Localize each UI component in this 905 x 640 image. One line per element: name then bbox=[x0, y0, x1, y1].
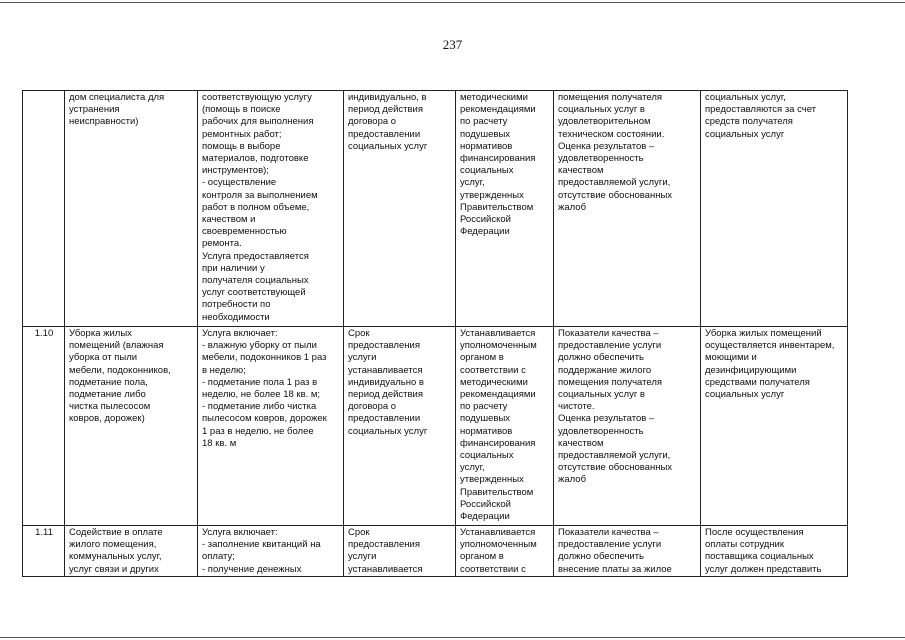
service-term: Срок предоставления услуги устанавливается bbox=[344, 526, 456, 577]
table-row bbox=[23, 91, 848, 327]
service-name: Содействие в оплате жилого помещения, коммунальных услуг, услуг связи и других bbox=[65, 526, 198, 577]
service-content: соответствующую услугу (помощь в поиске рабочих для выполнения ремонтных работ; помощь в выборе материалов, подготовке инструментов); - осуществление контроля за выполнением работ в полном объеме, качеством и своевременностью ремонта. Услуга предоставляется при наличии у получателя социальных услуг соответствующей потребности по необходимости bbox=[198, 91, 344, 327]
quality-indicators: Показатели качества – предоставление услуги должно обеспечить поддержание жилого помещения получателя социальных услуг в чистоте. Оценка результатов – удовлетворенность качеством предоставляемой услуги, отсутствие обоснованных жалоб bbox=[554, 327, 701, 526]
quality-indicators: Показатели качества – предоставление услуги должно обеспечить внесение платы за жилое bbox=[554, 526, 701, 577]
service-cost: Устанавливается уполномоченным органом в соответствии с bbox=[456, 526, 554, 577]
service-content: Услуга включает: - заполнение квитанций на оплату; - получение денежных bbox=[198, 526, 344, 577]
row-number bbox=[23, 91, 65, 327]
service-cost: методическими рекомендациями по расчету подушевых нормативов финансирования социальных услуг, утвержденных Правительством Российской Федерации bbox=[456, 91, 554, 327]
page-number: 237 bbox=[442, 37, 463, 52]
service-cost: Устанавливается уполномоченным органом в соответствии с методическими рекомендациями по расчету подушевых нормативов финансирования социальных услуг, утвержденных Правительством Российской Федерации bbox=[456, 327, 554, 526]
service-conditions: Уборка жилых помещений осуществляется инвентарем, моющими и дезинфицирующими средствами получателя социальных услуг bbox=[701, 327, 848, 526]
service-term: Срок предоставления услуги устанавливается индивидуально в период действия договора о предоставлении социальных услуг bbox=[344, 327, 456, 526]
table-row bbox=[23, 526, 848, 577]
bottom-rule bbox=[0, 637, 905, 638]
table-row bbox=[23, 327, 848, 526]
service-term: индивидуально, в период действия договора о предоставлении социальных услуг bbox=[344, 91, 456, 327]
quality-indicators: помещения получателя социальных услуг в удовлетворительном техническом состоянии. Оценка результатов – удовлетворенность качеством предоставляемой услуги, отсутствие обоснованных жалоб bbox=[554, 91, 701, 327]
service-content: Услуга включает: - влажную уборку от пыли мебели, подоконников 1 раз в неделю; - подметание пола 1 раз в неделю, не более 18 кв. м; - подметание либо чистка пылесосом ковров, дорожек 1 раз в неделю, не более 18 кв. м bbox=[198, 327, 344, 526]
service-conditions: После осуществления оплаты сотрудник поставщика социальных услуг должен представить bbox=[701, 526, 848, 577]
service-name: дом специалиста для устранения неисправности) bbox=[65, 91, 198, 327]
row-number: 1.10 bbox=[23, 327, 65, 526]
row-number: 1.11 bbox=[23, 526, 65, 577]
service-name: Уборка жилых помещений (влажная уборка от пыли мебели, подоконников, подметание пола, подметание либо чистка пылесосом ковров, дорожек) bbox=[65, 327, 198, 526]
services-table bbox=[22, 90, 848, 577]
top-rule bbox=[0, 2, 905, 3]
service-conditions: социальных услуг, предоставляются за счет средств получателя социальных услуг bbox=[701, 91, 848, 327]
